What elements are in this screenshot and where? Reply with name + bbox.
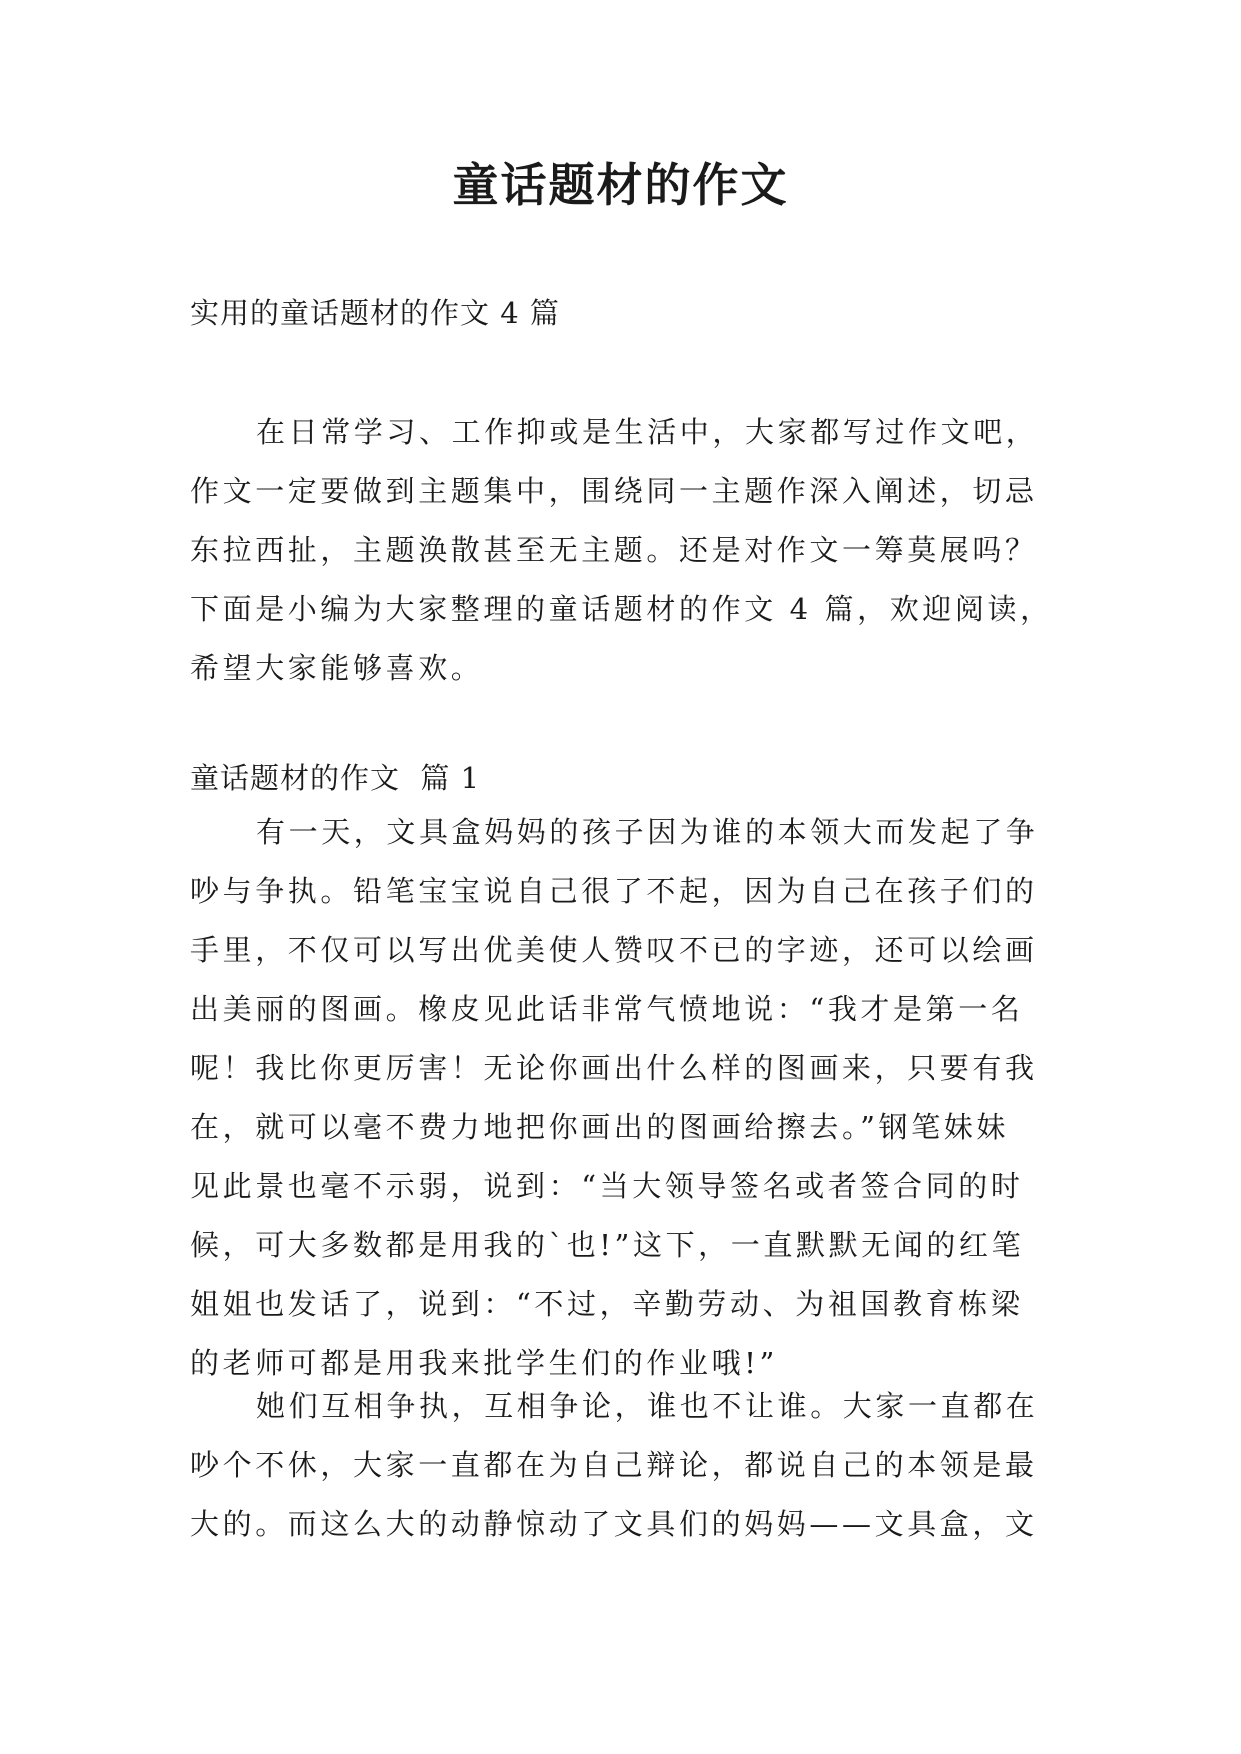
paragraph-line: 候，可大多数都是用我的`也!”这下，一直默默无闻的红笔 bbox=[190, 1228, 1025, 1262]
intro-line: 希望大家能够喜欢。 bbox=[190, 651, 484, 685]
intro-line: 在日常学习、工作抑或是生活中，大家都写过作文吧， bbox=[256, 415, 1039, 449]
intro-line: 下面是小编为大家整理的童话题材的作文 4 篇，欢迎阅读， bbox=[190, 592, 1053, 626]
paragraph-line: 她们互相争执，互相争论，谁也不让谁。大家一直都在 bbox=[256, 1389, 1039, 1423]
intro-line: 东拉西扯，主题涣散甚至无主题。还是对作文一筹莫展吗？ bbox=[190, 533, 1038, 567]
intro-paragraph bbox=[190, 403, 1053, 698]
document-title: 童话题材的作文 bbox=[452, 158, 789, 212]
paragraph-line: 出美丽的图画。橡皮见此话非常气愤地说：“我才是第一名 bbox=[190, 992, 1024, 1026]
paragraph-line: 有一天，文具盒妈妈的孩子因为谁的本领大而发起了争 bbox=[256, 815, 1039, 849]
paragraph-line: 吵与争执。铅笔宝宝说自己很了不起，因为自己在孩子们的 bbox=[190, 874, 1038, 908]
paragraph-line: 呢！我比你更厉害！无论你画出什么样的图画来，只要有我 bbox=[190, 1051, 1038, 1085]
document-subtitle: 实用的童话题材的作文 4 篇 bbox=[190, 296, 560, 330]
paragraph-line: 吵个不休，大家一直都在为自己辩论，都说自己的本领是最 bbox=[190, 1448, 1038, 1482]
paragraph-line: 的老师可都是用我来批学生们的作业哦!” bbox=[190, 1346, 778, 1380]
paragraph-line: 姐姐也发话了，说到：“不过，辛勤劳动、为祖国教育栋梁 bbox=[190, 1287, 1024, 1321]
story-paragraph-1 bbox=[190, 803, 1038, 1393]
paragraph-line: 手里，不仅可以写出优美使人赞叹不已的字迹，还可以绘画 bbox=[190, 933, 1038, 967]
section-heading: 童话题材的作文 篇 1 bbox=[190, 761, 481, 795]
story-paragraph-2 bbox=[190, 1377, 1038, 1554]
paragraph-line: 大的。而这么大的动静惊动了文具们的妈妈——文具盒，文 bbox=[190, 1507, 1038, 1541]
paragraph-line: 在，就可以毫不费力地把你画出的图画给擦去。”钢笔妹妹 bbox=[190, 1110, 1009, 1144]
intro-line: 作文一定要做到主题集中，围绕同一主题作深入阐述，切忌 bbox=[190, 474, 1038, 508]
paragraph-line: 见此景也毫不示弱，说到：“当大领导签名或者签合同的时 bbox=[190, 1169, 1024, 1203]
